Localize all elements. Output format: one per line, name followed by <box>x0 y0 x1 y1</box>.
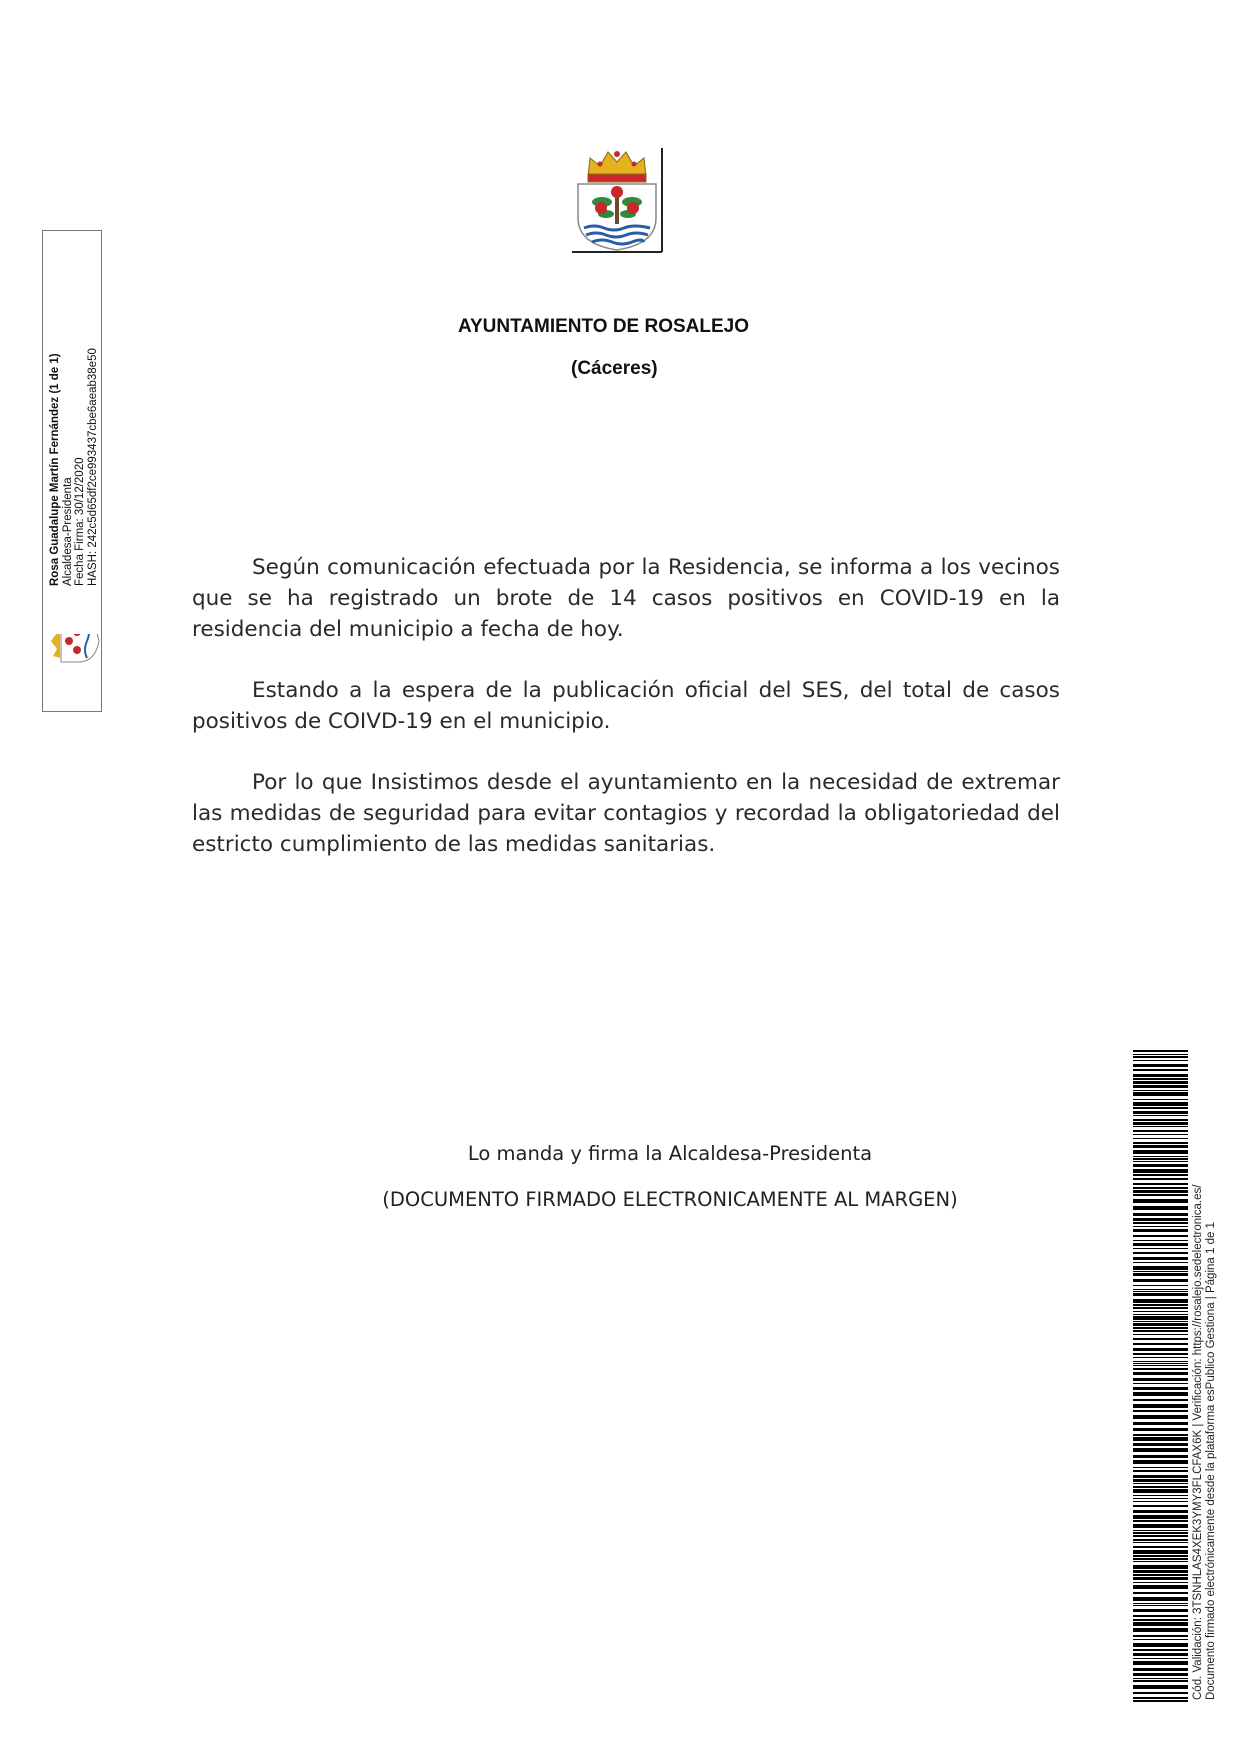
body-paragraph-1: Según comunicación efectuada por la Residencia, se informa a los vecinos que se ha registrado un brote de 14 casos positivos en COVID-19 en la residencia del municipio a fecha de hoy. <box>192 555 1060 642</box>
barcode-bar <box>1133 1150 1188 1154</box>
barcode-bar <box>1133 1479 1188 1482</box>
barcode-bar <box>1133 1510 1188 1513</box>
barcode-bar <box>1133 1455 1188 1458</box>
barcode-bar <box>1133 1603 1188 1604</box>
barcode-bar <box>1133 1387 1188 1390</box>
barcode-bar <box>1133 1111 1188 1114</box>
barcode-bar <box>1133 1383 1188 1384</box>
barcode-bar <box>1133 1271 1188 1272</box>
barcode-bar <box>1133 1378 1188 1381</box>
validation-footer <box>1192 1000 1218 1700</box>
barcode-bar <box>1133 1122 1188 1125</box>
barcode-bar <box>1133 1643 1188 1647</box>
barcode-bar <box>1133 1266 1188 1270</box>
barcode-bar <box>1133 1056 1188 1058</box>
header-subtitle: (Cáceres) <box>571 358 658 379</box>
barcode-bar <box>1133 1307 1188 1309</box>
barcode-bar <box>1133 1240 1188 1241</box>
barcode-bar <box>1133 1609 1188 1612</box>
barcode-bar <box>1133 1437 1188 1441</box>
coat-of-arms-logo <box>568 146 666 254</box>
barcode-bar <box>1133 1357 1188 1358</box>
barcode-bar <box>1133 1334 1188 1335</box>
barcode-bar <box>1133 1178 1188 1180</box>
barcode-bar <box>1133 1285 1188 1286</box>
signature-note: (DOCUMENTO FIRMADO ELECTRONICAMENTE AL MARGEN) <box>382 1188 958 1211</box>
barcode-bar <box>1133 1321 1188 1322</box>
barcode-bar <box>1133 1368 1188 1370</box>
barcode-bar <box>1133 1361 1188 1362</box>
barcode-bar <box>1133 1115 1188 1116</box>
barcode-bar <box>1133 1515 1188 1519</box>
barcode-bar <box>1133 1700 1188 1702</box>
barcode-bar <box>1133 1467 1188 1468</box>
barcode-bar <box>1133 1293 1188 1296</box>
barcode-bar <box>1133 1470 1188 1472</box>
barcode-bar <box>1133 1138 1188 1139</box>
barcode-bar <box>1133 1054 1188 1055</box>
barcode-bar <box>1133 1685 1188 1689</box>
barcode-bar <box>1133 1107 1188 1109</box>
barcode-bar <box>1133 1661 1188 1665</box>
barcode-bar <box>1133 1142 1188 1144</box>
barcode-bar <box>1133 1243 1188 1246</box>
barcode-bar <box>1133 1348 1188 1351</box>
barcode-bar <box>1133 1570 1188 1573</box>
barcode-bar <box>1133 1535 1188 1537</box>
barcode-bar <box>1133 1078 1188 1080</box>
validation-platform-line: Documento firmado electrónicamente desde la plataforma esPublico Gestiona | Página 1 de 1 <box>1205 1222 1217 1700</box>
barcode-bar <box>1133 1410 1188 1412</box>
barcode-bar <box>1133 1226 1188 1227</box>
barcode-bar <box>1133 1483 1188 1484</box>
barcode-bar <box>1133 1434 1188 1436</box>
barcode-bar <box>1133 1524 1188 1528</box>
barcode-bar <box>1133 1353 1188 1355</box>
barcode-bar <box>1133 1582 1188 1583</box>
signature-line: Lo manda y firma la Alcaldesa-Presidenta <box>467 1142 873 1165</box>
barcode-bar <box>1133 1323 1188 1326</box>
barcode-bar <box>1133 1404 1188 1408</box>
barcode-bar <box>1133 1092 1188 1096</box>
barcode-bar <box>1133 1164 1188 1167</box>
barcode-bar <box>1133 1064 1188 1067</box>
barcode-bar <box>1133 1530 1188 1531</box>
barcode-bar <box>1133 1338 1188 1340</box>
validation-code-line: Cód. Validación: 3TSNHLAS4XEK3YMY3FLCFAX6K | Verificación: https://rosalejo.sedelectronica.es/ <box>1192 1184 1204 1700</box>
barcode-bar <box>1133 1161 1188 1162</box>
barcode-bar <box>1133 1697 1188 1699</box>
barcode-bar <box>1133 1505 1188 1507</box>
barcode-bar <box>1133 1639 1188 1640</box>
barcode-bar <box>1133 1622 1188 1626</box>
barcode-bar <box>1133 1673 1188 1676</box>
barcode-bar <box>1133 1597 1188 1601</box>
header-title: AYUNTAMIENTO DE ROSALEJO <box>458 316 750 337</box>
signer-role: Alcaldesa-Presidenta <box>61 477 74 586</box>
barcode-bar <box>1133 1592 1188 1594</box>
barcode-bar <box>1133 1050 1188 1052</box>
barcode-bar <box>1133 1304 1188 1306</box>
barcode-bar <box>1133 1174 1188 1176</box>
barcode-bar <box>1133 1190 1188 1193</box>
barcode-bar <box>1133 1415 1188 1419</box>
barcode-bar <box>1133 1279 1188 1282</box>
barcode-bar <box>1133 1102 1188 1106</box>
barcode-bar <box>1133 1539 1188 1541</box>
barcode-bar <box>1133 1289 1188 1290</box>
barcode-bar <box>1133 1475 1188 1478</box>
barcode-bar <box>1133 1635 1188 1637</box>
barcode-bar <box>1133 1194 1188 1196</box>
barcode-bar <box>1133 1316 1188 1320</box>
barcode-bar <box>1133 1558 1188 1560</box>
barcode-bar <box>1133 1119 1188 1121</box>
barcode-bar <box>1133 1615 1188 1617</box>
document-body <box>192 552 1060 890</box>
barcode-bar <box>1133 1257 1188 1260</box>
barcode-bar <box>1133 1235 1188 1237</box>
barcode-bar <box>1133 1099 1188 1100</box>
barcode-bar <box>1133 1680 1188 1682</box>
barcode-bar <box>1133 1555 1188 1557</box>
body-paragraph-2: Estando a la espera de la publicación oficial del SES, del total de casos positivos de COIVD-19 en el municipio. <box>192 678 1060 734</box>
barcode-bar <box>1133 1428 1188 1431</box>
barcode-bar <box>1133 1546 1188 1548</box>
barcode-bar <box>1133 1520 1188 1522</box>
barcode-bar <box>1133 1649 1188 1651</box>
barcode-bar <box>1133 1498 1188 1499</box>
barcode-bar <box>1133 1365 1188 1366</box>
barcode-bar <box>1133 1619 1188 1621</box>
barcode-bar <box>1133 1561 1188 1562</box>
barcode-bar <box>1133 1069 1188 1071</box>
barcode-bar <box>1133 1628 1188 1632</box>
barcode-bar <box>1133 1273 1188 1276</box>
barcode-bar <box>1133 1134 1188 1135</box>
barcode-bar <box>1133 1206 1188 1210</box>
barcode-bar <box>1133 1291 1188 1292</box>
barcode-bar <box>1133 1145 1188 1148</box>
barcode-bar <box>1133 1299 1188 1303</box>
barcode-bar <box>1133 1213 1188 1216</box>
barcode-bar <box>1133 1392 1188 1396</box>
barcode-bar <box>1133 1501 1188 1502</box>
barcode-bar <box>1133 1218 1188 1221</box>
barcode-bar <box>1133 1678 1188 1679</box>
barcode-bar <box>1133 1060 1188 1061</box>
barcode-bar <box>1133 1692 1188 1694</box>
barcode-bar <box>1133 1187 1188 1189</box>
barcode-bar <box>1133 1653 1188 1656</box>
barcode-bar <box>1133 1158 1188 1160</box>
barcode-bar <box>1133 1574 1188 1576</box>
validation-barcode <box>1133 1050 1188 1702</box>
barcode-bar <box>1133 1156 1188 1157</box>
barcode-bar <box>1133 1081 1188 1084</box>
barcode-bar <box>1133 1363 1188 1364</box>
barcode-bar <box>1133 1183 1188 1185</box>
signature-hash: HASH: 242c5d65df2ce993437cbe6aeab38e50 <box>86 348 99 586</box>
barcode-bar <box>1133 1126 1188 1127</box>
barcode-bar <box>1133 1668 1188 1671</box>
barcode-bar <box>1133 1658 1188 1659</box>
barcode-bar <box>1133 1199 1188 1203</box>
barcode-bar <box>1133 1130 1188 1132</box>
barcode-bar <box>1133 1532 1188 1534</box>
barcode-bar <box>1133 1486 1188 1488</box>
barcode-bar <box>1133 1314 1188 1315</box>
barcode-bar <box>1133 1229 1188 1232</box>
barcode-bar <box>1133 1565 1188 1569</box>
barcode-bar <box>1133 1443 1188 1446</box>
barcode-bar <box>1133 1327 1188 1329</box>
barcode-bar <box>1133 1605 1188 1606</box>
barcode-bar <box>1133 1222 1188 1224</box>
body-paragraph-3: Por lo que Insistimos desde el ayuntamiento en la necesidad de extremar las medidas de seguridad para evitar contagios y recordad la obligatoriedad del estricto cumplimiento de las medidas sanitarias. <box>192 770 1060 857</box>
barcode-bar <box>1133 1169 1188 1173</box>
signature-date: Fecha Firma: 30/12/2020 <box>74 457 86 586</box>
barcode-bar <box>1133 1090 1188 1091</box>
barcode-bar <box>1133 1448 1188 1452</box>
signer-name: Rosa Guadalupe Martín Fernández (1 de 1) <box>49 353 61 586</box>
stamp-crest-icon <box>50 634 100 666</box>
barcode-bar <box>1133 1343 1188 1345</box>
barcode-bar <box>1133 1489 1188 1493</box>
barcode-bar <box>1133 1495 1188 1496</box>
barcode-bar <box>1133 1460 1188 1464</box>
barcode-bar <box>1133 1577 1188 1580</box>
barcode-bar <box>1133 1311 1188 1312</box>
barcode-bar <box>1133 1399 1188 1401</box>
barcode-bar <box>1133 1330 1188 1332</box>
barcode-bar <box>1133 1550 1188 1554</box>
barcode-bar <box>1133 1542 1188 1543</box>
barcode-bar <box>1133 1585 1188 1589</box>
barcode-bar <box>1133 1422 1188 1425</box>
barcode-bar <box>1133 1248 1188 1249</box>
barcode-bar <box>1133 1262 1188 1263</box>
barcode-bar <box>1133 1372 1188 1375</box>
signature-stamp-text <box>49 186 99 586</box>
barcode-bar <box>1133 1252 1188 1254</box>
barcode-bar <box>1133 1074 1188 1077</box>
barcode-bar <box>1133 1085 1188 1088</box>
